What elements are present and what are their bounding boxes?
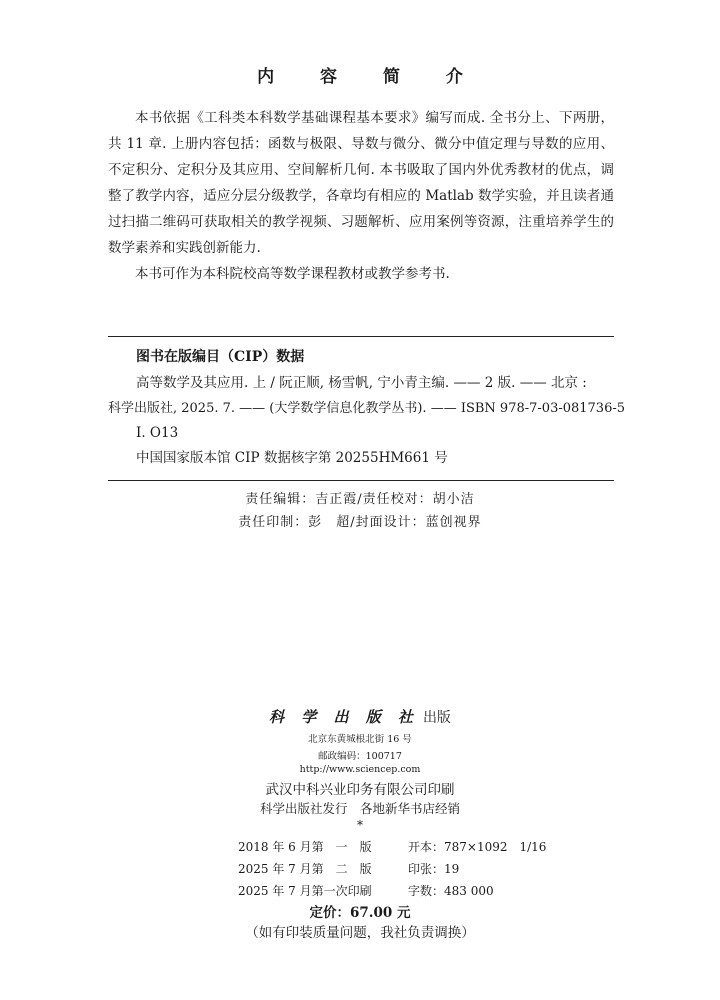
wordcount-info: 字数：483 000 [408,884,494,898]
printer-line: 武汉中科兴业印务有限公司印刷 [265,782,455,798]
cip-line: 科学出版社, 2025. 7. —— (大学数学信息化教学丛书). —— ISBN 978-7-03-081736-5 [108,401,626,416]
separator-star: * [357,818,363,832]
intro-paragraph-2: 本书可作为本科院校高等数学课程教材或教学参考书. [135,266,450,282]
spec-row [238,860,459,877]
cip-heading: 图书在版编目（CIP）数据 [136,349,305,365]
publisher-line [0,706,720,727]
page-title: 内 容 简 介 [257,67,483,87]
credits-line-2: 责任印制：彭 超/封面设计：蓝创视界 [238,515,482,530]
spec-row [238,838,546,855]
credits-line-1: 责任编辑：吉正霞/责任校对：胡小洁 [245,492,475,507]
distribution-line: 科学出版社发行 各地新华书店经销 [259,801,460,816]
format-info: 开本：787×1092 1/16 [408,840,547,854]
publisher-suffix: 出版 [422,710,451,726]
edition-info: 2025 年 7 月第 二 版 [238,862,372,876]
divider-bottom [108,480,614,481]
intro-line: 的 Matlab 数学实验，并且读者通过扫描二维码可获取相关的教学视频、习题 [108,188,615,230]
intro-line: 本书依据《工科类本科数学基础课程基本要求》编写而成. 全书分上、 [135,110,559,126]
price: 定价：67.00 元 [309,905,411,921]
sheets-info: 印张：19 [408,862,460,876]
intro-line: 与导数的应用、不定积分、定积分及其应用、空间解析几何. 本书吸取了国 [108,136,614,178]
spec-row [238,882,494,899]
cip-line: 中国国家版本馆 CIP 数据核字第 20255HM661 号 [136,450,448,466]
intro-line: 内外优秀教材的优点，调整了教学内容，适应分层分级教学，各章均有相应 [108,162,614,204]
printing-info: 2025 年 7 月第一次印刷 [238,884,372,898]
publisher-address: 北京东黄城根北街 16 号 [308,734,412,745]
publisher-website: http://www.sciencep.com [299,764,421,775]
intro-line: 解析、应用案例等资源，注重培养学生的数学素养和实践创新能力. [108,214,615,256]
publisher-brand: 科 学 出 版 社 [269,708,419,726]
intro-paragraph-1 [108,105,614,261]
intro-section [108,105,614,287]
edition-info: 2018 年 6 月第 一 版 [238,840,372,854]
cip-record [108,371,626,471]
intro-line: 下两册，共 11 章. 上册内容包括：函数与极限、导数与微分、微分中值定理 [108,110,614,152]
publisher-postcode: 邮政编码：100717 [318,751,402,762]
divider-top [108,336,614,337]
cip-line: 高等数学及其应用. 上 / 阮正顺, 杨雪帆, 宁小青主编. —— 2 版. —— 北京 : [136,375,587,391]
quality-notice: （如有印装质量问题，我社负责调换） [245,925,475,941]
cip-line: I. O13 [136,425,179,441]
